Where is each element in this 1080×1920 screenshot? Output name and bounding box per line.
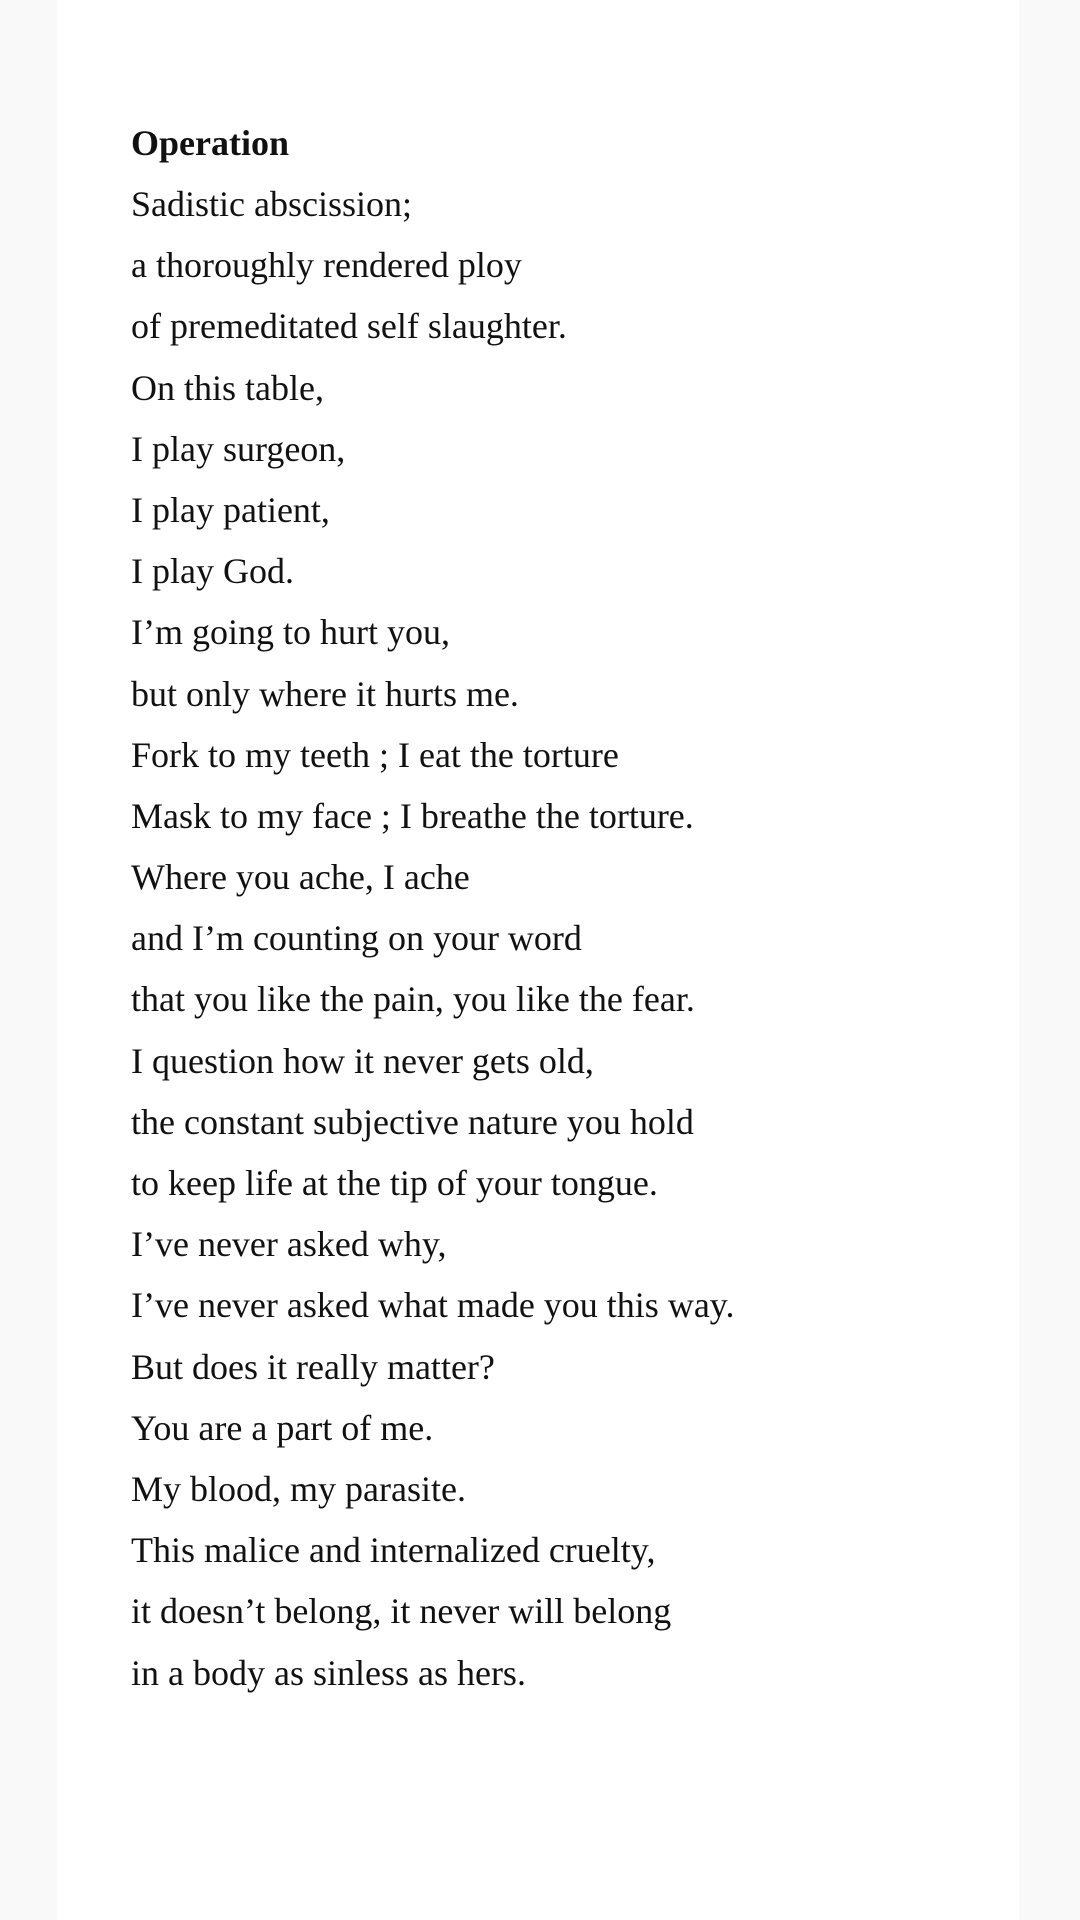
poem-line: On this table,: [131, 367, 324, 408]
poem-line: I play surgeon,: [131, 428, 346, 469]
poem-line: and I’m counting on your word: [131, 918, 582, 959]
poem-line: I’ve never asked what made you this way.: [131, 1285, 735, 1326]
poem-line: You are a part of me.: [131, 1407, 434, 1448]
poem-line: but only where it hurts me.: [131, 673, 519, 714]
poem-line: the constant subjective nature you hold: [131, 1101, 694, 1142]
poem-line: of premeditated self slaughter.: [131, 306, 567, 347]
poem-line: to keep life at the tip of your tongue.: [131, 1163, 658, 1203]
poem-line: in a body as sinless as hers.: [131, 1652, 526, 1693]
poem-line: My blood, my parasite.: [131, 1468, 466, 1509]
poem-line: it doesn’t belong, it never will belong: [131, 1591, 672, 1632]
poem-line: Where you ache, I ache: [131, 857, 470, 898]
poem-line: that you like the pain, you like the fear.: [131, 979, 695, 1020]
poem-line: This malice and internalized cruelty,: [131, 1530, 656, 1571]
poem-line: I’m going to hurt you,: [131, 612, 450, 653]
poem-title: Operation: [131, 123, 289, 163]
poem-line: I’ve never asked why,: [131, 1224, 447, 1265]
poem-line: I play God.: [131, 551, 294, 592]
poem-line: Mask to my face ; I breathe the torture.: [131, 795, 694, 836]
poem-line: I play patient,: [131, 489, 330, 530]
poem: [131, 113, 734, 1704]
poem-line: But does it really matter?: [131, 1346, 495, 1387]
poem-line: a thoroughly rendered ploy: [131, 245, 522, 286]
poem-line: Fork to my teeth ; I eat the torture: [131, 734, 619, 775]
poem-line: I question how it never gets old,: [131, 1040, 594, 1081]
document-page: [57, 0, 1019, 1920]
poem-line: Sadistic abscission;: [131, 184, 412, 224]
